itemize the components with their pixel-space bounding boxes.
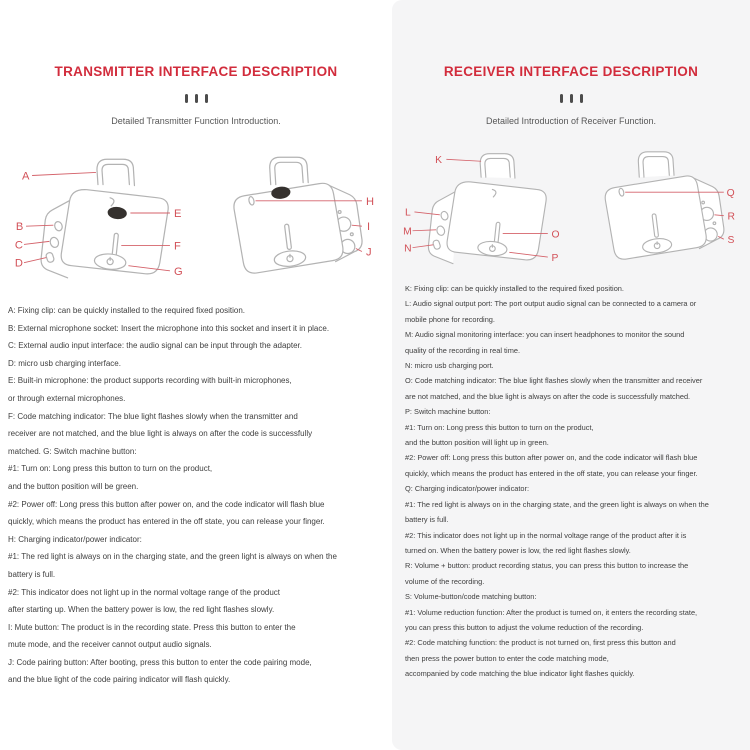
- section-separator: [0, 94, 392, 103]
- diagram-label-a: A: [21, 170, 30, 183]
- description-line: and the blue light of the code pairing indicator will flash quickly.: [8, 675, 231, 685]
- transmitter-front-diagram: [7, 138, 193, 288]
- description-line: and the button position will be green.: [8, 481, 139, 491]
- description-line: and the button position will light up in green.: [405, 438, 549, 448]
- transmitter-back-diagram: [199, 138, 385, 288]
- device-line-art: [41, 159, 168, 278]
- diagram-label-l: L: [405, 207, 411, 219]
- diagram-labels: [366, 196, 374, 259]
- transmitter-diagrams: [0, 138, 392, 288]
- diagram-label-n: N: [404, 243, 412, 255]
- description-line: S: Volume-button/code matching button:: [405, 592, 537, 602]
- description-line: D: micro usb charging interface.: [8, 358, 121, 368]
- diagram-label-g: G: [173, 265, 183, 278]
- device-line-art: [234, 157, 362, 273]
- receiver-back-diagram: [573, 134, 745, 273]
- description-line: #1: Turn on: Long press this button to turn on the product,: [8, 464, 213, 474]
- description-line: are not matched, and the blue light is always on after the code is successfully matched.: [405, 391, 691, 401]
- section-separator: [392, 94, 750, 103]
- diagram-label-k: K: [435, 155, 442, 167]
- description-line: #2: Code matching function: the product is not turned on, first press this button and: [405, 638, 676, 648]
- description-line: #1: The red light is always on in the charging state, and the green light is always on when the: [405, 499, 709, 509]
- description-line: #2: Power off: Long press this button after power on, and the code indicator will flash blue: [8, 499, 325, 509]
- description-line: #1: Volume reduction function: After the product is turned on, it enters the recording state,: [405, 607, 698, 617]
- diagram-label-q: Q: [726, 187, 735, 199]
- description-line: after starting up. When the battery power is low, the red light flashes slowly.: [8, 605, 275, 615]
- description-line: mobile phone for recording.: [405, 314, 495, 324]
- transmitter-title: TRANSMITTER INTERFACE DESCRIPTION: [54, 64, 338, 79]
- description-line: turned on. When the battery power is low, the red light flashes slowly.: [405, 545, 631, 555]
- description-line: volume of the recording.: [405, 576, 485, 586]
- diagram-label-h: H: [365, 195, 375, 208]
- diagram-label-p: P: [551, 252, 559, 264]
- diagram-label-i: I: [367, 221, 371, 234]
- diagram-label-c: C: [14, 239, 23, 252]
- description-line: accompanied by code matching the blue indicator light flashes quickly.: [405, 669, 635, 679]
- device-line-art: [605, 152, 724, 259]
- description-line: #2: Power off: Long press this button after power on, and the code indicator will flash blue: [405, 453, 698, 463]
- diagram-label-b: B: [15, 221, 24, 234]
- description-line: #1: The red light is always on in the charging state, and the green light is always on when the: [8, 552, 337, 562]
- separator-bar-icon: [185, 94, 188, 103]
- description-line: A: Fixing clip: can be quickly installed to the required fixed position.: [8, 306, 246, 315]
- receiver-diagrams: [392, 134, 750, 273]
- description-line: #2: This indicator does not light up in the normal voltage range of the product after it is: [405, 530, 687, 540]
- description-line: M: Audio signal monitoring interface: you can insert headphones to monitor the sound: [405, 330, 685, 340]
- description-line: L: Audio signal output port: The port output audio signal can be connected to a camera or: [405, 299, 697, 309]
- description-line: Q: Charging indicator/power indicator:: [405, 484, 530, 494]
- device-line-art: [428, 154, 546, 264]
- diagram-label-d: D: [14, 257, 23, 270]
- receiver-panel: [392, 0, 750, 750]
- description-line: P: Switch machine button:: [405, 407, 491, 417]
- receiver-front-diagram: [397, 134, 569, 273]
- description-line: C: External audio input interface: the audio signal can be input through the adapter.: [8, 341, 302, 351]
- description-line: battery is full.: [405, 515, 449, 525]
- description-line: you can press this button to adjust the volume reduction of the recording.: [405, 622, 644, 632]
- description-line: N: micro usb charging port.: [405, 361, 494, 371]
- diagram-label-m: M: [403, 226, 412, 238]
- description-line: then press the power button to enter the code matching mode,: [405, 653, 609, 663]
- diagram-labels: [727, 188, 735, 246]
- description-line: quality of the recording in real time.: [405, 345, 521, 355]
- receiver-description: [405, 281, 746, 682]
- description-line: F: Code matching indicator: The blue light flashes slowly when the transmitter and: [8, 411, 298, 421]
- description-line: or through external microphones.: [8, 393, 126, 403]
- description-line: quickly, which means the product has entered in the off state, you can release your finger.: [405, 468, 698, 478]
- description-line: quickly, which means the product has entered in the off state, you can release your finger.: [8, 517, 325, 527]
- separator-bar-icon: [570, 94, 573, 103]
- transmitter-subtitle: Detailed Transmitter Function Introduction.: [111, 116, 281, 126]
- description-line: J: Code pairing button: After booting, press this button to enter the code pairing mode,: [8, 657, 312, 667]
- diagram-label-r: R: [727, 211, 736, 223]
- description-line: #1: Turn on: Long press this button to turn on the product,: [405, 422, 594, 432]
- transmitter-description: [8, 302, 388, 689]
- diagram-label-e: E: [173, 208, 182, 221]
- separator-bar-icon: [560, 94, 563, 103]
- description-line: #2: This indicator does not light up in the normal voltage range of the product: [8, 587, 281, 597]
- description-line: I: Mute button: The product is in the recording state. Press this button to enter the: [8, 622, 296, 632]
- description-line: K: Fixing clip: can be quickly installed to the required fixed position.: [405, 284, 624, 293]
- separator-bar-icon: [580, 94, 583, 103]
- diagram-label-f: F: [173, 240, 181, 253]
- description-line: O: Code matching indicator: The blue light flashes slowly when the transmitter and receiver: [405, 376, 703, 386]
- description-line: battery is full.: [8, 569, 56, 579]
- description-line: R: Volume + button: product recording status, you can press this button to increase the: [405, 561, 689, 571]
- description-line: H: Charging indicator/power indicator:: [8, 534, 142, 544]
- diagram-label-o: O: [551, 229, 560, 241]
- diagram-label-j: J: [365, 246, 372, 259]
- receiver-subtitle: Detailed Introduction of Receiver Function.: [485, 116, 657, 126]
- description-line: matched. G: Switch machine button:: [8, 446, 137, 456]
- description-line: mute mode, and the receiver cannot output audio signals.: [8, 640, 212, 650]
- description-line: E: Built-in microphone: the product supports recording with built-in microphones,: [8, 376, 292, 386]
- description-line: B: External microphone socket: Insert the microphone into this socket and insert it in place.: [8, 323, 330, 333]
- separator-bar-icon: [195, 94, 198, 103]
- diagram-label-s: S: [727, 234, 735, 246]
- separator-bar-icon: [205, 94, 208, 103]
- receiver-title: RECEIVER INTERFACE DESCRIPTION: [443, 64, 699, 79]
- description-line: receiver are not matched, and the blue light is always on after the code is successfully: [8, 429, 313, 439]
